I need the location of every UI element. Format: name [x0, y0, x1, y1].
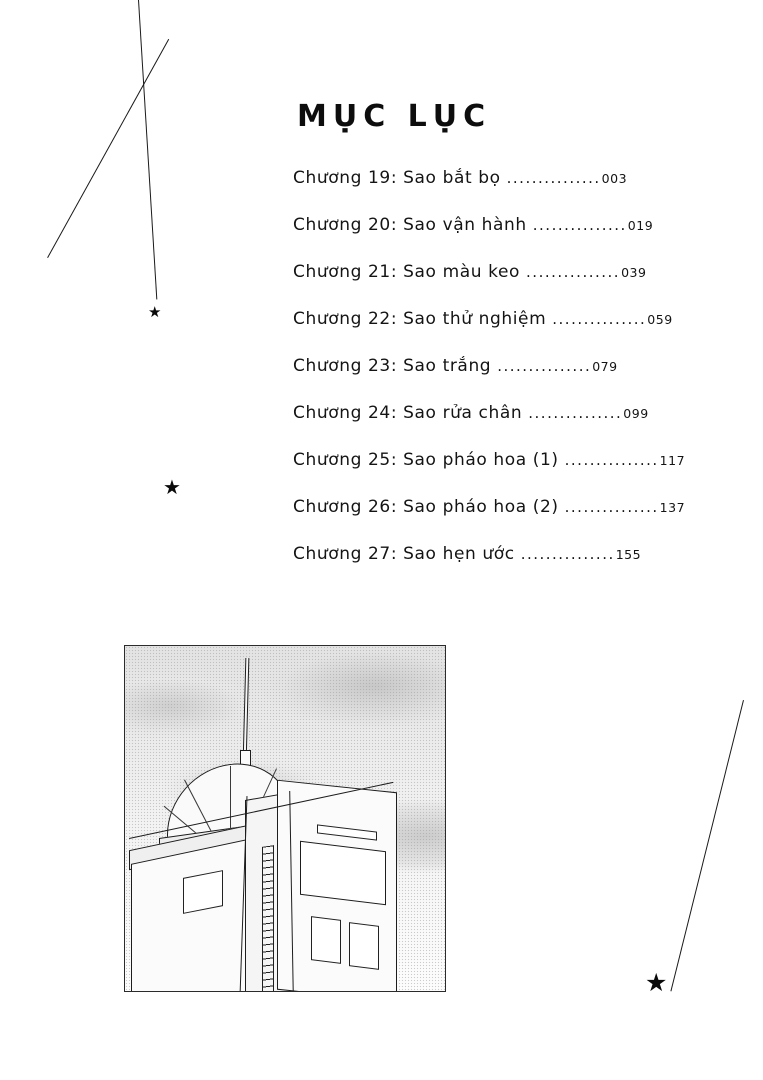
toc-entry[interactable] — [293, 309, 713, 356]
toc-entry-dots: ............... — [532, 216, 627, 234]
large-window — [300, 841, 386, 906]
toc-entry-dots: ............... — [520, 545, 615, 563]
toc-entry-page: 099 — [623, 406, 649, 421]
toc-entry-dots: ............... — [552, 310, 647, 328]
toc-entry[interactable] — [293, 497, 713, 544]
toc-entry-dots: ............... — [497, 357, 592, 375]
toc-entry-label: Chương 21: Sao màu keo — [293, 262, 521, 282]
toc-entry[interactable] — [293, 262, 713, 309]
star-mid-left-icon: ★ — [163, 475, 181, 499]
toc-entry-label: Chương 23: Sao trắng — [293, 356, 492, 376]
toc-entry[interactable] — [293, 403, 713, 450]
roof-ladder — [262, 845, 274, 992]
toc-entry[interactable] — [293, 544, 713, 591]
toc-entry-page: 019 — [627, 218, 654, 233]
dome-rib — [230, 766, 231, 836]
toc-entry-page: 155 — [615, 547, 642, 562]
toc-entry-page: 039 — [621, 265, 647, 280]
toc-entry-page: 059 — [647, 312, 673, 327]
small-window — [311, 916, 341, 964]
toc-entry-label: Chương 25: Sao pháo hoa (1) — [293, 450, 559, 470]
star-bottom-right-icon: ★ — [645, 968, 668, 997]
toc-entry-dots: ............... — [564, 451, 659, 469]
toc-entry-label: Chương 19: Sao bắt bọ — [293, 168, 501, 188]
toc-entry[interactable] — [293, 215, 713, 262]
toc-entry-dots: ............... — [526, 263, 621, 281]
toc-entry[interactable] — [293, 356, 713, 403]
page-title: MỤC LỤC — [297, 99, 492, 134]
toc-entry-page: 117 — [659, 453, 686, 468]
toc-entry-page: 137 — [659, 500, 686, 515]
table-of-contents — [293, 168, 713, 591]
toc-entry[interactable] — [293, 450, 713, 497]
toc-entry-page: 079 — [592, 359, 618, 374]
observatory-dome-photo — [124, 645, 446, 992]
toc-entry-label: Chương 20: Sao vận hành — [293, 215, 527, 235]
toc-entry-label: Chương 24: Sao rửa chân — [293, 403, 523, 423]
toc-entry-label: Chương 26: Sao pháo hoa (2) — [293, 497, 559, 517]
toc-entry-page: 003 — [601, 171, 628, 186]
shooting-streak-upper-icon — [138, 0, 158, 299]
shooting-streak-right-icon — [670, 700, 744, 991]
toc-entry-dots: ............... — [564, 498, 659, 516]
toc-entry[interactable] — [293, 168, 713, 215]
toc-entry-label: Chương 27: Sao hẹn ước — [293, 544, 515, 564]
small-window — [349, 922, 379, 970]
star-top-left-icon: ★ — [148, 303, 162, 321]
toc-entry-label: Chương 22: Sao thử nghiệm — [293, 309, 547, 329]
toc-entry-dots: ............... — [528, 404, 623, 422]
toc-entry-dots: ............... — [506, 169, 601, 187]
